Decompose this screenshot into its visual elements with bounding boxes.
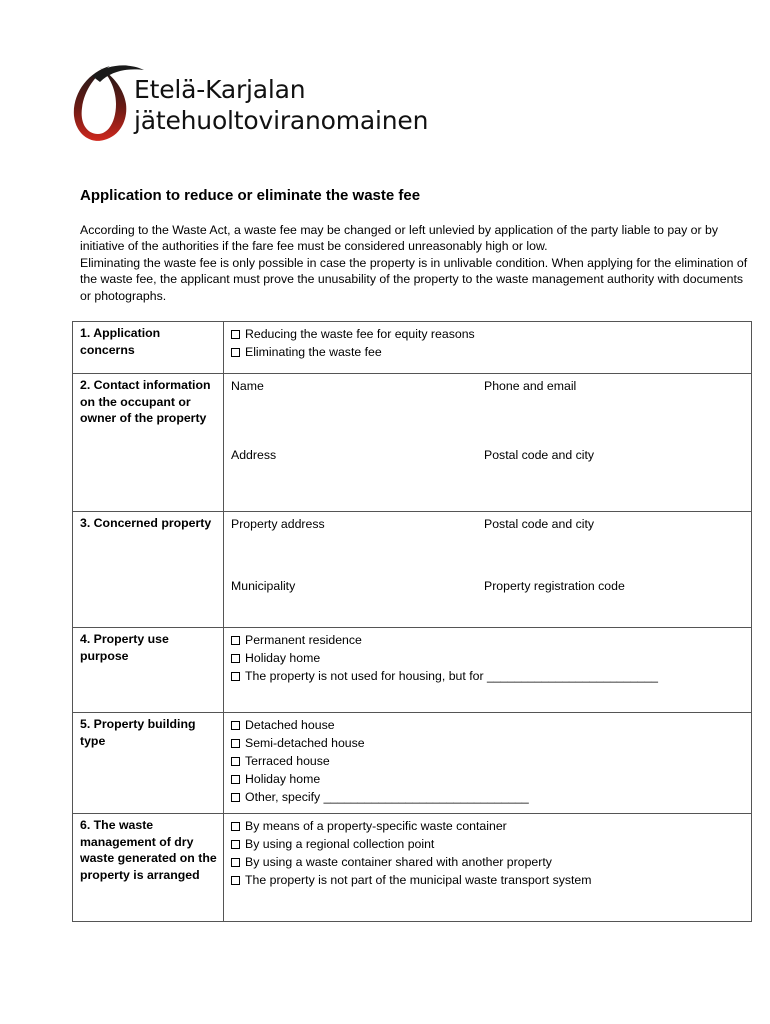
logo-line-2: jätehuoltoviranomainen: [134, 106, 429, 135]
section-3-row: [73, 512, 752, 628]
name-field-label[interactable]: Name: [231, 379, 264, 393]
checkbox-icon[interactable]: [231, 775, 240, 784]
property-postal-code-field-label[interactable]: Postal code and city: [484, 517, 595, 531]
property-address-field-label[interactable]: Property address: [231, 517, 325, 531]
intro-paragraph-2: Eliminating the waste fee is only possible in case the property is in unlivable condition. When applying for the elimination of the waste fee, the applicant must prove the unusability of the property to the waste management authority with documents or photographs.: [80, 255, 748, 303]
checkbox-icon[interactable]: [231, 793, 240, 802]
option-terraced-house[interactable]: Terraced house: [231, 752, 745, 770]
checkbox-icon[interactable]: [231, 876, 240, 885]
section-5-row: [73, 713, 752, 814]
checkbox-icon[interactable]: [231, 654, 240, 663]
section-4-label: 4. Property use purpose: [73, 628, 224, 713]
option-building-holiday-home[interactable]: Holiday home: [231, 770, 745, 788]
option-shared-container[interactable]: By using a waste container shared with another property: [231, 853, 745, 871]
logo-line-1: Etelä-Karjalan: [134, 75, 306, 104]
checkbox-icon[interactable]: [231, 757, 240, 766]
page-title: Application to reduce or eliminate the waste fee: [80, 187, 421, 204]
section-5-content: [224, 713, 752, 814]
option-regional-collection[interactable]: By using a regional collection point: [231, 835, 745, 853]
postal-code-field-label[interactable]: Postal code and city: [484, 448, 595, 462]
section-4-row: [73, 628, 752, 713]
checkbox-icon[interactable]: [231, 636, 240, 645]
intro-paragraph-1: According to the Waste Act, a waste fee may be changed or left unlevied by application of the party liable to pay or by initiative of the authorities if the fare fee must be considered unreasonably high or low.: [80, 223, 718, 254]
option-reduce-fee[interactable]: Reducing the waste fee for equity reasons: [231, 325, 745, 343]
checkbox-icon[interactable]: [231, 858, 240, 867]
section-5-label: 5. Property building type: [73, 713, 224, 814]
option-property-container[interactable]: By means of a property-specific waste container: [231, 817, 745, 835]
logo-text: [134, 74, 428, 136]
phone-email-field-label[interactable]: Phone and email: [484, 379, 577, 393]
checkbox-icon[interactable]: [231, 822, 240, 831]
section-1-label: 1. Application concerns: [73, 322, 224, 374]
section-3-content: [224, 512, 752, 628]
municipality-field-label[interactable]: Municipality: [231, 579, 296, 593]
option-not-municipal[interactable]: The property is not part of the municipal waste transport system: [231, 871, 745, 889]
checkbox-icon[interactable]: [231, 672, 240, 681]
option-semi-detached-house[interactable]: Semi-detached house: [231, 734, 745, 752]
section-3-label: 3. Concerned property: [73, 512, 224, 628]
intro-text: [80, 222, 748, 304]
option-detached-house[interactable]: Detached house: [231, 716, 745, 734]
section-6-label: 6. The waste management of dry waste generated on the property is arranged: [73, 814, 224, 922]
registration-code-field-label[interactable]: Property registration code: [484, 579, 625, 593]
section-1-row: [73, 322, 752, 374]
option-holiday-home[interactable]: Holiday home: [231, 649, 745, 667]
checkbox-icon[interactable]: [231, 840, 240, 849]
option-eliminate-fee[interactable]: Eliminating the waste fee: [231, 343, 745, 361]
checkbox-icon[interactable]: [231, 348, 240, 357]
section-6-row: [73, 814, 752, 922]
address-field-label[interactable]: Address: [231, 448, 277, 462]
application-form-table: [72, 321, 752, 922]
checkbox-icon[interactable]: [231, 330, 240, 339]
section-1-content: [224, 322, 752, 374]
section-2-label: 2. Contact information on the occupant or owner of the property: [73, 374, 224, 512]
section-2-content: [224, 374, 752, 512]
option-permanent-residence[interactable]: Permanent residence: [231, 631, 745, 649]
section-2-row: [73, 374, 752, 512]
option-other-specify[interactable]: Other, specify ______________________________: [231, 788, 745, 806]
checkbox-icon[interactable]: [231, 721, 240, 730]
section-6-content: [224, 814, 752, 922]
section-4-content: [224, 628, 752, 713]
checkbox-icon[interactable]: [231, 739, 240, 748]
option-not-housing[interactable]: The property is not used for housing, but for _________________________: [231, 667, 745, 685]
